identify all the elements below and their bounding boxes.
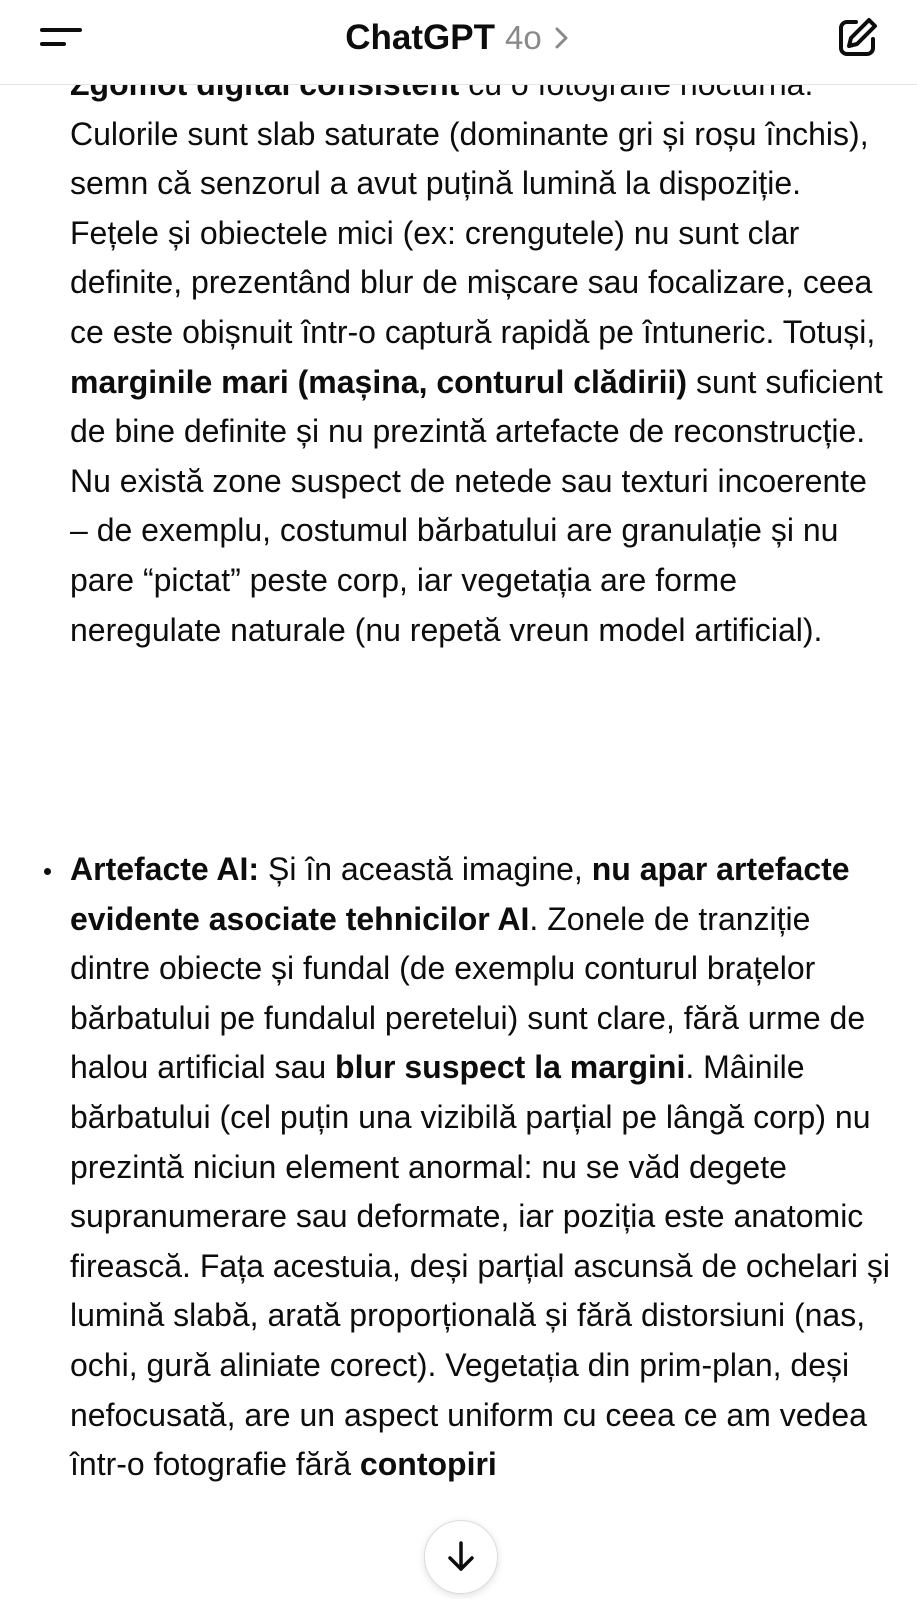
- bullet-list-item: [70, 845, 890, 1490]
- bold-text: blur suspect la margini: [335, 1049, 686, 1086]
- text-span: . Mâinile bărbatului (cel puțin una vizibilă parțial pe lângă corp) nu prezintă niciun element anormal: nu se văd degete supranumerare sau deformate, iar poziția este anatomic firească. Fața acestuia, deși parțial ascunsă de ochelari și lumină slabă, arată proporțională și fără distorsiuni (nas, ochi, gură aliniate corect). Vegetația din prim-plan, deși nefocusată, are un aspect uniform cu ceea ce am vedea într-o fotografie fără: [70, 1049, 890, 1483]
- bullet-label: Artefacte AI:: [70, 851, 260, 887]
- bold-text: contopiri: [359, 1446, 497, 1483]
- model-selector[interactable]: [0, 14, 917, 62]
- text-span: Și în această imagine,: [259, 851, 592, 887]
- app-title: ChatGPT: [345, 18, 495, 57]
- arrow-down-icon: [445, 1539, 477, 1575]
- text-span: Culorile sunt slab saturate (dominante gri și roșu închis), semn că senzorul a avut puțină lumină la dispoziție. Fețele și obiectele mici (ex: crengutele) nu sunt clar definite, prezentând blur de mișcare sau focalizare, ceea ce este obișnuit într-o captură rapidă pe întuneric. Totuși,: [70, 115, 876, 350]
- chevron-right-icon: [552, 24, 572, 52]
- bold-text: marginile mari (mașina, conturul clădirii): [70, 363, 688, 400]
- bullet-dot: [44, 868, 51, 875]
- top-bar: [0, 0, 917, 85]
- new-chat-edit-icon[interactable]: [835, 16, 879, 60]
- text-span: sunt suficient de bine definite și nu prezintă artefacte de reconstrucție. Nu există zone suspect de netede sau texturi incoerente – de exemplu, costumul bărbatului are granulație și nu pare “pictat” peste corp, iar vegetația are forme neregulate naturale (nu repetă vreun model artificial).: [70, 363, 883, 648]
- text-span: . Zonele de tranziție dintre obiecte și fundal (de exemplu conturul brațelor bărbatului pe fundalul peretelui) sunt clare, fără urme de halou artificial sau: [70, 900, 866, 1086]
- scroll-down-button[interactable]: [424, 1520, 498, 1594]
- bold-text: nu apar artefacte evidente asociate tehnicilor AI: [70, 851, 850, 937]
- message-paragraph: [70, 60, 890, 655]
- model-name: 4o: [505, 19, 542, 56]
